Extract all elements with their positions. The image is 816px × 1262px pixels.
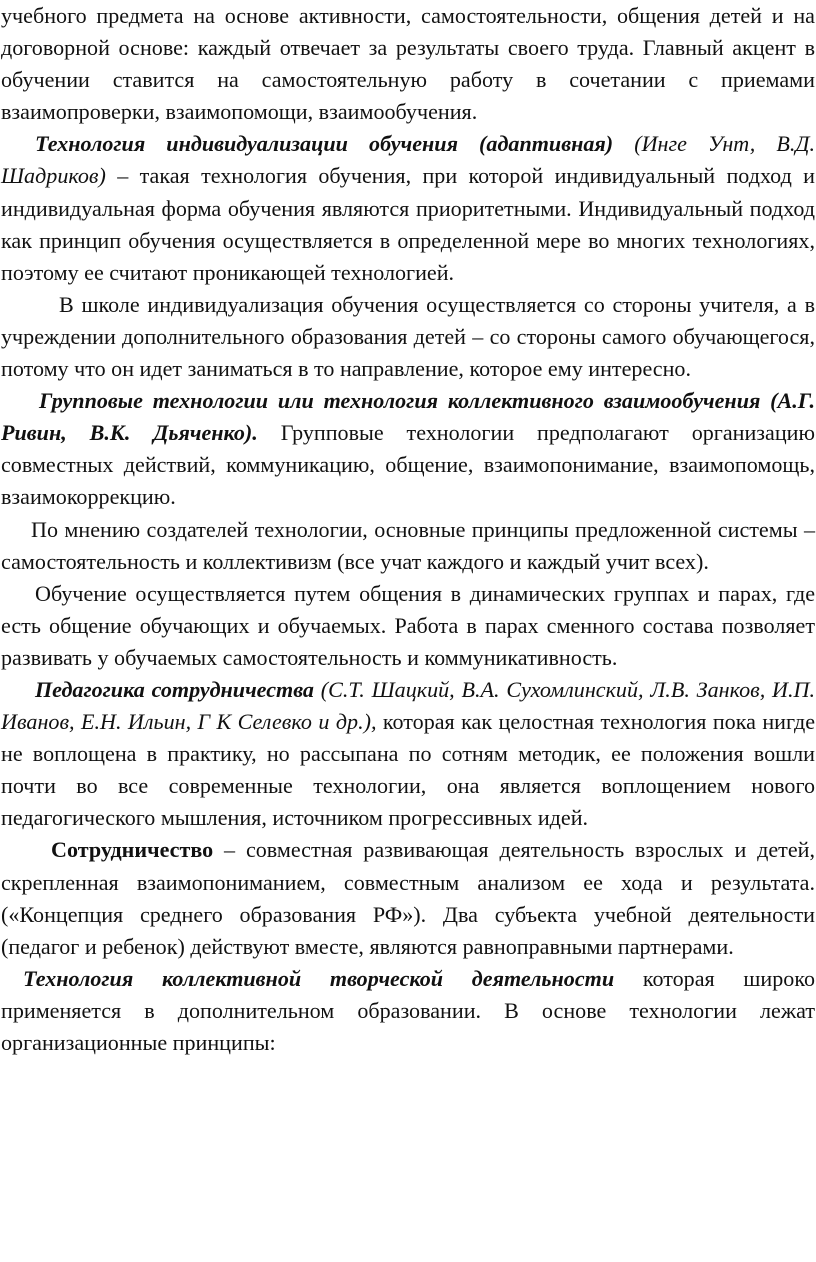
body-cooperation: – совместная развивающая деятельность взрослых и детей, скрепленная взаимопониманием, совместным анализом ее хода и результата. («Концепция среднего образования РФ»). Два субъекта учебной деятельности (педагог и ребенок) действуют вместе, являются равноправными партнерами. xyxy=(1,837,815,959)
term-cooperation: Сотрудничество xyxy=(51,837,214,863)
paragraph-principles: По мнению создателей технологии, основные принципы предложенной системы – самостоятельность и коллективизм (все учат каждого и каждый учит всех). xyxy=(1,516,815,574)
authors-individualization: (Инге Унт, В.Д. Шадриков) xyxy=(1,131,815,189)
term-individualization: Технология индивидуализации обучения (адаптивная) xyxy=(35,131,614,157)
paragraph-collective-creative xyxy=(1,963,815,1059)
authors-cooperation-pedagogy: (С.Т. Шацкий, В.А. Сухомлинский, Л.В. Занков, И.П. Иванов, Е.Н. Ильин, Г К Селевко и др.), xyxy=(1,676,815,735)
paragraph-individualization xyxy=(1,128,815,288)
paragraph-dynamic-groups: Обучение осуществляется путем общения в динамических группах и парах, где есть общение обучающих и обучаемых. Работа в парах сменного состава позволяет развивать у обучаемых самостоятельность и коммуникативность. xyxy=(1,580,815,670)
body-cooperation-pedagogy: которая как целостная технология пока нигде не воплощена в практику, но рассыпана по сотням методик, ее положения вошли почти во все современные технологии, она является воплощением нового педагогического мышления, источником прогрессивных идей. xyxy=(1,709,816,831)
paragraph-cooperation-pedagogy xyxy=(1,674,815,834)
paragraph-school-individualization: В школе индивидуализация обучения осуществляется со стороны учителя, а в учреждении дополнительного образования детей – со стороны самого обучающегося, потому что он идет заниматься в то направление, которое ему интересно. xyxy=(1,291,815,382)
term-group-technologies: Групповые технологии или технология коллективного взаимообучения (А.Г. Ривин, В.К. Дьяченко). xyxy=(1,388,815,446)
term-collective-creative: Технология коллективной творческой деятельности xyxy=(23,965,615,991)
paragraph-group-technologies xyxy=(1,385,815,513)
body-individualization: – такая технология обучения, при которой индивидуальный подход и индивидуальная форма обучения являются приоритетными. Индивидуальный подход как принцип обучения осуществляется в определенной мере во многих технологиях, поэтому ее считают проникающей технологией. xyxy=(1,163,815,285)
term-cooperation-pedagogy: Педагогика сотрудничества xyxy=(35,676,314,702)
paragraph-cooperation xyxy=(1,834,815,962)
paragraph-intro-continuation: учебного предмета на основе активности, самостоятельности, общения детей и на договорной основе: каждый отвечает за результаты своего труда. Главный акцент в обучении ставится на самостоятельную работу в сочетании с приемами взаимопроверки, взаимопомощи, взаимообучения. xyxy=(1,3,815,125)
body-group-technologies: Групповые технологии предполагают организацию совместных действий, коммуникацию, общение, взаимопонимание, взаимопомощь, взаимокоррекцию. xyxy=(1,420,815,510)
body-collective-creative: которая широко применяется в дополнительном образовании. В основе технологии лежат организационные принципы: xyxy=(1,965,815,1055)
